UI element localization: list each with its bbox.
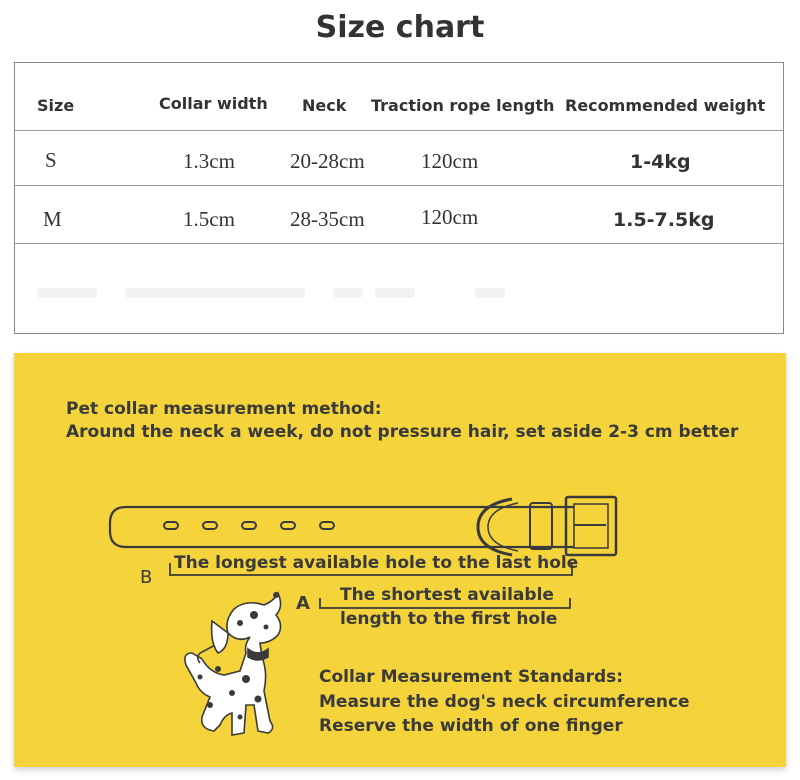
row-m-neck: 28-35cm [290,207,365,231]
size-table [14,62,784,334]
standards-line2: Reserve the width of one finger [319,716,623,736]
faded-row-mark [37,288,97,298]
table-divider [15,243,783,244]
method-description: Around the neck a week, do not pressure hair, set aside 2-3 cm better [66,422,739,442]
faded-row-mark [333,288,363,298]
label-a: A [296,593,310,614]
page-title: Size chart [315,10,485,45]
row-m-collar-width: 1.5cm [183,207,235,231]
row-m-size: M [43,207,62,231]
method-title: Pet collar measurement method: [66,399,382,419]
faded-row-mark [125,288,305,298]
row-s-collar-width: 1.3cm [183,149,235,173]
header-size: Size [37,96,75,115]
row-s-neck: 20-28cm [290,149,365,173]
header-rope-length: Traction rope length [371,96,555,115]
header-recommended-weight: Recommended weight [565,96,766,115]
label-b: B [140,567,153,588]
dalmatian-puppy-icon [185,592,281,735]
a-description-line2: length to the first hole [340,609,558,629]
table-divider [15,130,783,131]
faded-row-mark [475,288,505,298]
row-m-rope: 120cm [421,205,479,229]
standards-line1: Measure the dog's neck circumference [319,692,690,712]
measurement-guide-panel [14,353,786,767]
row-s-rope: 120cm [421,149,479,173]
a-description-line1: The shortest available [340,585,554,605]
faded-row-mark [375,288,415,298]
collar-icon [110,499,574,555]
standards-title: Collar Measurement Standards: [319,667,624,687]
header-neck: Neck [302,96,347,115]
table-divider [15,185,783,186]
header-collar-width: Collar width [159,94,268,113]
row-s-size: S [45,148,57,172]
b-description: The longest available hole to the last hole [174,553,579,573]
row-s-weight: 1-4kg [630,151,691,173]
row-m-weight: 1.5-7.5kg [613,209,715,231]
